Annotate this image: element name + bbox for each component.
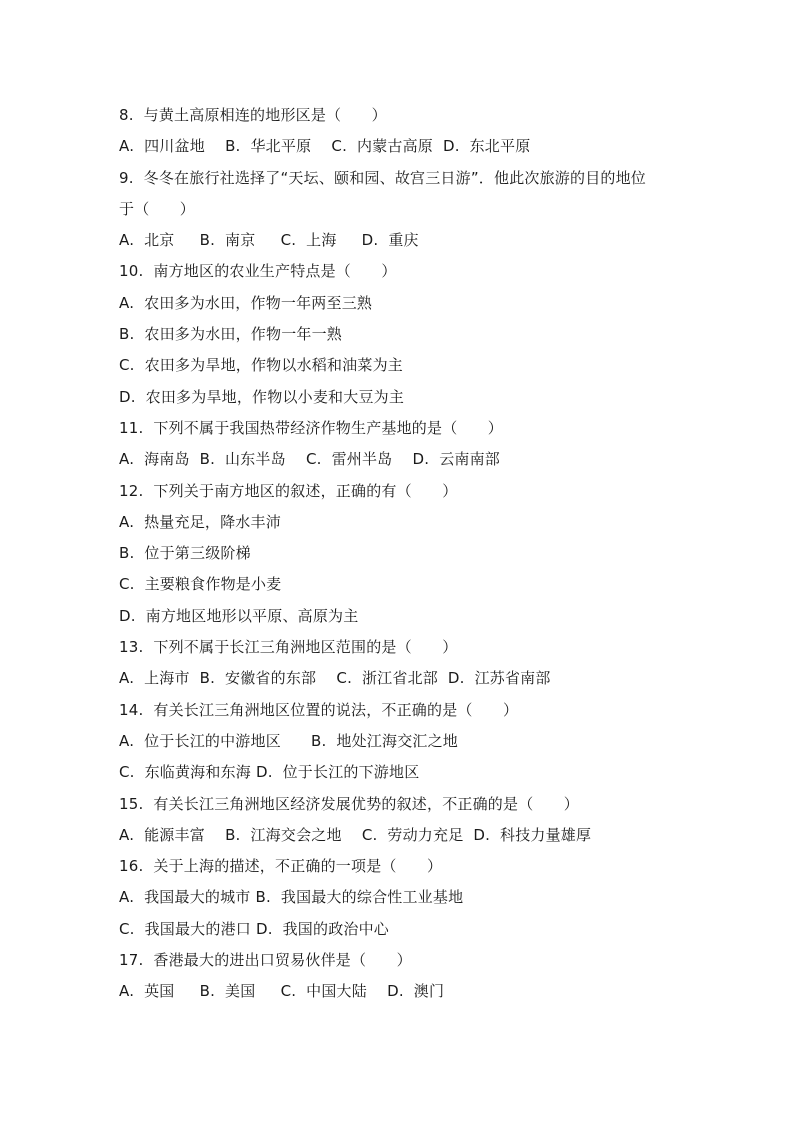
- question-12-option-d: D. 南方地区地形以平原、高原为主: [119, 606, 359, 625]
- question-12-option-c: C. 主要粮食作物是小麦: [119, 575, 282, 594]
- question-14-stem: 14. 有关长江三角洲地区位置的说法，不正确的是（ ）: [119, 700, 519, 719]
- question-10-option-a: A. 农田多为水田，作物一年两至三熟: [119, 293, 373, 312]
- question-15-stem: 15. 有关长江三角洲地区经济发展优势的叙述，不正确的是（ ）: [119, 794, 579, 813]
- question-8-stem: 8. 与黄土高原相连的地形区是（ ）: [119, 106, 387, 124]
- question-10-stem: 10. 南方地区的农业生产特点是（ ）: [119, 262, 397, 281]
- question-17-stem: 17. 香港最大的进出口贸易伙伴是（ ）: [119, 951, 412, 970]
- question-10-option-b: B. 农田多为水田，作物一年一熟: [119, 325, 342, 344]
- question-14-options-cd: C. 东临黄海和东海 D. 位于长江的下游地区: [119, 763, 420, 782]
- question-10-option-c: C. 农田多为旱地，作物以水稻和油菜为主: [119, 356, 403, 375]
- question-11-options: A. 海南岛 B. 山东半岛 C. 雷州半岛 D. 云南南部: [119, 450, 501, 469]
- question-16-stem: 16. 关于上海的描述，不正确的一项是（ ）: [119, 857, 443, 876]
- question-14-options-ab: A. 位于长江的中游地区 B. 地处江海交汇之地: [119, 731, 459, 750]
- question-16-options-ab: A. 我国最大的城市 B. 我国最大的综合性工业基地: [119, 888, 464, 907]
- question-13-options: A. 上海市 B. 安徽省的东部 C. 浙江省北部 D. 江苏省南部: [119, 669, 551, 688]
- question-11-stem: 11. 下列不属于我国热带经济作物生产基地的是（ ）: [119, 418, 503, 437]
- question-15-options: A. 能源丰富 B. 江海交会之地 C. 劳动力充足 D. 科技力量雄厚: [119, 825, 592, 844]
- question-8-options: A. 四川盆地 B. 华北平原 C. 内蒙古高原 D. 东北平原: [119, 137, 531, 156]
- question-9-options: A. 北京 B. 南京 C. 上海 D. 重庆: [119, 231, 419, 250]
- question-12-stem: 12. 下列关于南方地区的叙述，正确的有（ ）: [119, 481, 458, 500]
- question-13-stem: 13. 下列不属于长江三角洲地区范围的是（ ）: [119, 638, 458, 657]
- question-16-options-cd: C. 我国最大的港口 D. 我国的政治中心: [119, 919, 390, 938]
- question-list: [119, 100, 679, 1008]
- question-17-options: A. 英国 B. 美国 C. 中国大陆 D. 澳门: [119, 982, 445, 1001]
- question-9-stem-continued: 于（ ）: [119, 199, 196, 218]
- question-9-stem: 9. 冬冬在旅行社选择了“天坛、颐和园、故宫三日游”．他此次旅游的目的地位: [119, 168, 646, 187]
- question-12-option-b: B. 位于第三级阶梯: [119, 544, 251, 563]
- question-10-option-d: D. 农田多为旱地，作物以小麦和大豆为主: [119, 387, 405, 406]
- question-12-option-a: A. 热量充足，降水丰沛: [119, 512, 281, 531]
